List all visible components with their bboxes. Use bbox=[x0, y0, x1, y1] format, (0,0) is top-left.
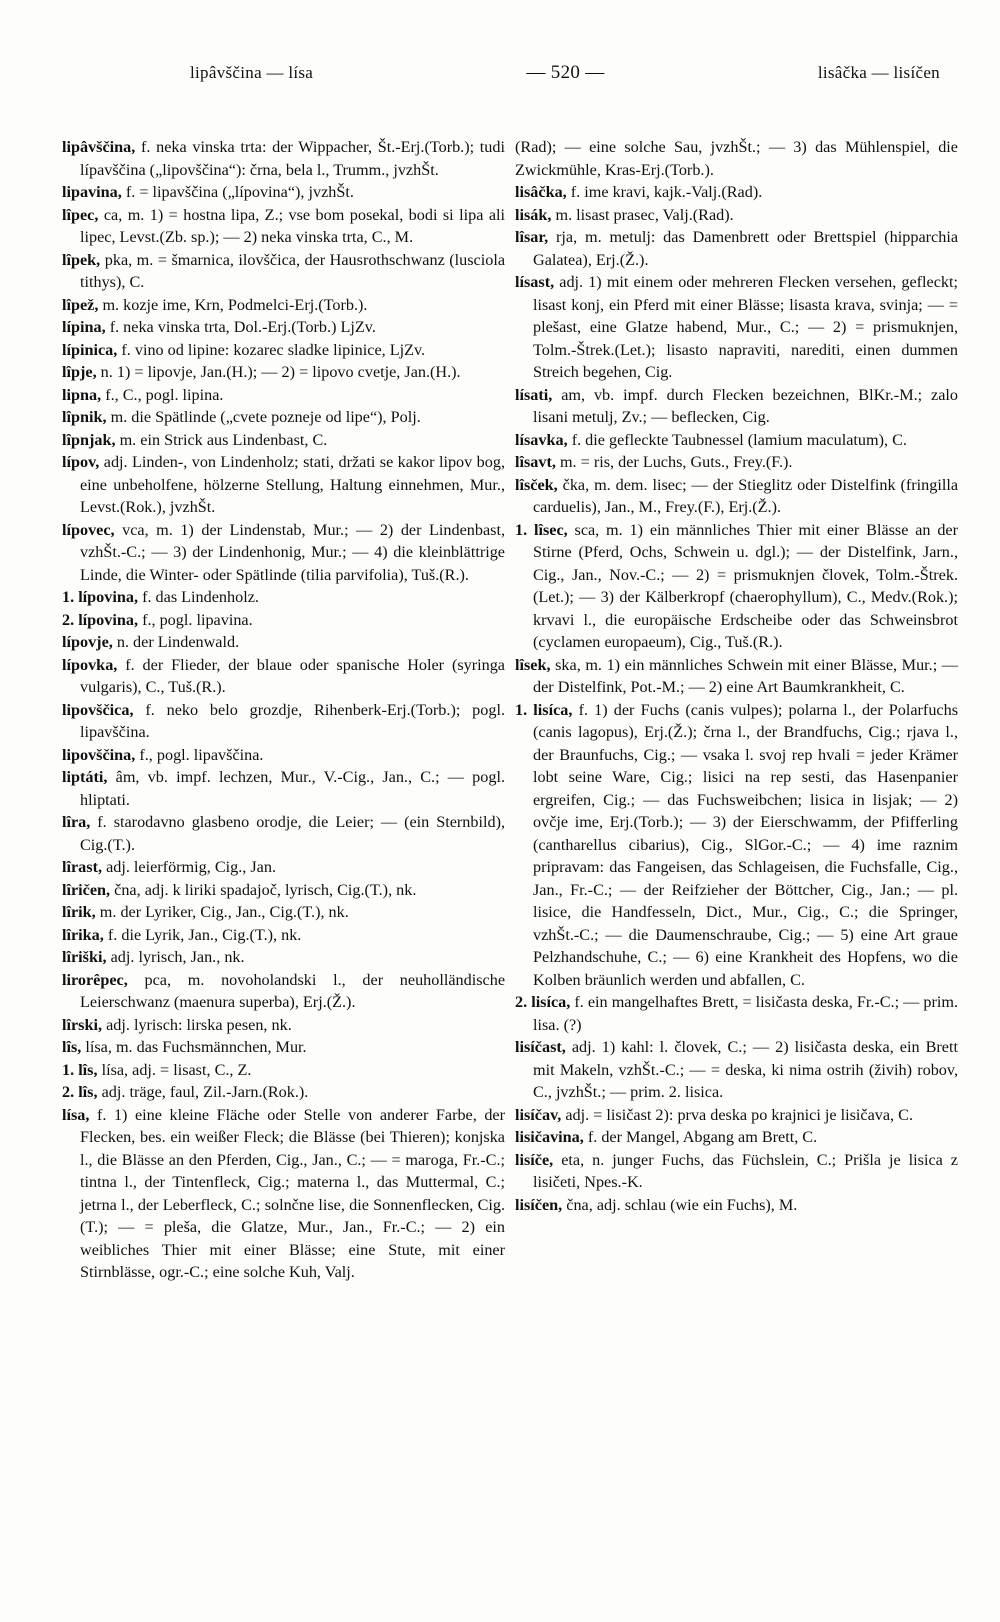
dictionary-entry bbox=[62, 901, 505, 924]
entry-headword: liptáti, bbox=[62, 768, 108, 786]
entry-headword: lipna, bbox=[62, 385, 102, 404]
entry-headword: lîsček, bbox=[515, 475, 558, 494]
dictionary-entry bbox=[515, 226, 958, 271]
dictionary-entry bbox=[515, 429, 958, 452]
entry-headword: lîpnik, bbox=[62, 408, 107, 426]
entry-definition: n. der Lindenwald. bbox=[116, 633, 240, 651]
entry-definition: f. der Flieder, der blaue oder spanische Holer (syringa vulgaris), C., Tuš.(R.). bbox=[80, 655, 505, 696]
two-column-body bbox=[62, 136, 958, 1284]
dictionary-entry bbox=[515, 1104, 958, 1127]
entry-headword: lisâčka, bbox=[515, 183, 567, 201]
entry-definition: f., pogl. lipavina. bbox=[142, 610, 253, 629]
dictionary-entry bbox=[62, 744, 505, 767]
dictionary-entry bbox=[62, 631, 505, 654]
dictionary-entry bbox=[62, 136, 505, 181]
entry-headword: lisičavina, bbox=[515, 1128, 584, 1146]
dictionary-entry bbox=[62, 429, 505, 452]
entry-headword: lipavina, bbox=[62, 183, 122, 201]
entry-headword: lísa, bbox=[62, 1105, 90, 1124]
dictionary-entry bbox=[62, 406, 505, 429]
entry-definition: âm, vb. impf. lechzen, Mur., V.-Cig., Jan., C.; — pogl. hliptati. bbox=[80, 768, 506, 809]
dictionary-entry bbox=[62, 1014, 505, 1037]
entry-definition: m. kozje ime, Krn, Podmelci-Erj.(Torb.). bbox=[102, 295, 368, 314]
continued-entry-text: (Rad); — eine solche Sau, jvzhŠt.; — 3) das Mühlenspiel, die Zwickmühle, Kras-Erj.(Torb.). bbox=[515, 138, 958, 179]
entry-headword: lisíče, bbox=[515, 1150, 554, 1169]
entry-headword: lîs, bbox=[62, 1038, 82, 1056]
dictionary-entry bbox=[62, 361, 505, 384]
entry-headword: lîsar, bbox=[515, 228, 549, 246]
entry-definition: f. neko belo grozdje, Rihenberk-Erj.(Torb.); pogl. lipavščina. bbox=[80, 700, 505, 741]
entry-definition: f. starodavno glasbeno orodje, die Leier; — (ein Sternbild), Cig.(T.). bbox=[80, 813, 506, 854]
entry-headword: lípovec, bbox=[62, 520, 115, 539]
entry-headword: lîrik, bbox=[62, 903, 96, 921]
entry-headword: lísati, bbox=[515, 385, 553, 404]
entry-definition: m. die Spätlinde („cvete pozneje od lipe“), Polj. bbox=[110, 408, 421, 426]
entry-definition: m. ein Strick aus Lindenbast, C. bbox=[119, 430, 328, 449]
entry-definition: lísa, adj. = lisast, C., Z. bbox=[101, 1060, 252, 1079]
entry-headword: 2. lîs, bbox=[62, 1083, 98, 1101]
dictionary-entry bbox=[515, 1126, 958, 1149]
entry-definition: čna, adj. schlau (wie ein Fuchs), M. bbox=[566, 1195, 798, 1214]
right-column bbox=[515, 136, 958, 1284]
entry-definition: adj. leierförmig, Cig., Jan. bbox=[106, 858, 276, 876]
dictionary-entry bbox=[515, 181, 958, 204]
entry-definition: sca, m. 1) ein männliches Thier mit einer Blässe an der Stirne (Pferd, Ochs, Schwein u. dgl.); — der Distelfink, Jarn., Cig., Jan., Nov.-C.; — 2) = prismuknjen človek, Tolm.-Štrek.(Let.); — 3) der Kälberkropf (chaerophyllum), C., Medv.(Rok.); krvavi l., die europäische Erdscheibe oder das Schweinsbrot (cyclamen europaeum), Cig., Tuš.(R.). bbox=[533, 520, 959, 651]
entry-definition: adj. 1) kahl: l. človek, C.; — 2) lisičasta deska, ein Brett mit Makeln, vzhŠt.-C.; — = deska, ki nima ostrih (živih) robov, C., jvzhŠt.; — prim. 2. lisica. bbox=[533, 1038, 958, 1101]
dictionary-entry bbox=[62, 586, 505, 609]
entry-headword: lípov, bbox=[62, 453, 100, 471]
entry-definition: f. 1) eine kleine Fläche oder Stelle von anderer Farbe, der Flecken, bes. ein weißer Fleck; die Blässe (bei Thieren); konjska l., die Blässe an den Pferden, Cig., Jan., C.; — = maroga, Fr.-C.; tintna l., der Tintenfleck, Cig.; materna l., das Muttermal, C.; jetrna l., der Leberfleck, C.; solnčne lise, die Sonnenflecken, Cig.(T.); — = pleša, die Glatze, Mur., Jan., Fr.-C.; — 2) ein weibliches Thier mit einer Blässe; eine Stute, mit einer Stirnblässe, ogr.-C.; eine solche Kuh, Valj. bbox=[80, 1105, 505, 1281]
dictionary-entry bbox=[62, 609, 505, 632]
entry-headword: lîpek, bbox=[62, 250, 101, 269]
entry-headword: lisíčast, bbox=[515, 1038, 566, 1056]
entry-definition: f. neka vinska trta, Dol.-Erj.(Torb.) LjZv. bbox=[109, 318, 376, 336]
dictionary-entry bbox=[62, 1081, 505, 1104]
dictionary-entry bbox=[62, 316, 505, 339]
entry-definition: adj. = lisičast 2): prva deska po krajnici je lisičava, C. bbox=[565, 1105, 913, 1124]
running-head bbox=[62, 62, 958, 86]
entry-definition: ca, m. 1) = hostna lipa, Z.; vse bom posekal, bodi si lipa ali lipec, Levst.(Zb. sp.); — 2) neka vinska trta, C., M. bbox=[80, 205, 505, 246]
entry-headword: lisíčen, bbox=[515, 1195, 563, 1214]
entry-headword: 1. lîsec, bbox=[515, 520, 568, 539]
dictionary-entry bbox=[515, 384, 958, 429]
entry-headword: lípinica, bbox=[62, 340, 118, 359]
entry-definition: f. das Lindenholz. bbox=[142, 588, 259, 606]
entry-headword: lîrast, bbox=[62, 858, 103, 876]
dictionary-entry bbox=[515, 699, 958, 992]
entry-headword: lisíčav, bbox=[515, 1105, 562, 1124]
entry-definition: adj. 1) mit einem oder mehreren Flecken versehen, gefleckt; lisast konj, ein Pferd mit einer Blässe; lisasta krava, svinja; — = plešast, eine Glatze habend, Mur., C.; — 2) = prismuknjen, Tolm.-Štrek.(Let.); lisasto napraviti, narediti, einen dummen Streich begehen, Cig. bbox=[533, 273, 958, 381]
entry-definition: lísa, m. das Fuchsmännchen, Mur. bbox=[85, 1038, 307, 1056]
dictionary-entry bbox=[62, 294, 505, 317]
entry-definition: adj. träge, faul, Zil.-Jarn.(Rok.). bbox=[101, 1083, 309, 1101]
entry-headword: lipâvščina, bbox=[62, 138, 136, 156]
dictionary-entry bbox=[515, 451, 958, 474]
page-number: — 520 — bbox=[526, 62, 605, 83]
entry-headword: lîrika, bbox=[62, 925, 104, 944]
header-left-guide: lipâvščina — lísa bbox=[190, 63, 314, 82]
entry-definition: adj. Linden-, von Lindenholz; stati, držati se kakor lipov bog, eine unbeholfene, hölzerne Stellung, Haltung einnehmen, Mur., Levst.(Rok.), jvzhŠt. bbox=[80, 453, 505, 516]
dictionary-entry bbox=[62, 969, 505, 1014]
entry-definition: f. die Lyrik, Jan., Cig.(T.), nk. bbox=[107, 925, 302, 944]
dictionary-entry bbox=[62, 339, 505, 362]
dictionary-entry bbox=[62, 181, 505, 204]
entry-headword: lîpje, bbox=[62, 363, 97, 381]
dictionary-entry bbox=[62, 1036, 505, 1059]
dictionary-entry bbox=[62, 811, 505, 856]
dictionary-entry bbox=[515, 1149, 958, 1194]
entry-definition: čka, m. dem. lisec; — der Stieglitz oder Distelfink (fringilla carduelis), Jan., M., Frey.(F.), Erj.(Ž.). bbox=[533, 475, 958, 516]
entry-headword: lîpež, bbox=[62, 295, 99, 314]
dictionary-entry bbox=[515, 474, 958, 519]
entry-headword: lîriški, bbox=[62, 948, 107, 966]
entry-headword: 1. lípovina, bbox=[62, 588, 139, 606]
entry-headword: lípovje, bbox=[62, 633, 113, 651]
entry-headword: lipovščica, bbox=[62, 700, 134, 719]
entry-definition: f., C., pogl. lipina. bbox=[105, 385, 224, 404]
dictionary-entry bbox=[62, 946, 505, 969]
dictionary-entry bbox=[62, 1059, 505, 1082]
entry-headword: lípina, bbox=[62, 318, 106, 336]
dictionary-entry bbox=[62, 519, 505, 587]
entry-definition: ska, m. 1) ein männliches Schwein mit einer Blässe, Mur.; — der Distelfink, Pot.-M.; — 2) eine Art Baumkrankheit, C. bbox=[533, 655, 958, 696]
entry-definition: adj. lyrisch, Jan., nk. bbox=[110, 948, 245, 966]
entry-headword: lîra, bbox=[62, 813, 91, 831]
entry-definition: adj. lyrisch: lirska pesen, nk. bbox=[106, 1015, 292, 1034]
entry-headword: lísast, bbox=[515, 273, 555, 291]
dictionary-entry bbox=[62, 766, 505, 811]
entry-definition: f. = lipavščina („lípovina“), jvzhŠt. bbox=[125, 183, 354, 201]
dictionary-entry bbox=[515, 204, 958, 227]
entry-headword: lísavka, bbox=[515, 430, 568, 449]
entry-definition: m. lisast prasec, Valj.(Rad). bbox=[555, 205, 734, 224]
entry-definition: vca, m. 1) der Lindenstab, Mur.; — 2) der Lindenbast, vzhŠt.-C.; — 3) der Lindenhonig, Mur.; — 4) die kleinblättrige Linde, die Winter- oder Spätlinde (tilia parvifolia), Tuš.(R.). bbox=[80, 520, 505, 584]
dictionary-entry bbox=[62, 204, 505, 249]
dictionary-entry bbox=[62, 654, 505, 699]
entry-headword: lîpec, bbox=[62, 205, 99, 224]
dictionary-entry bbox=[62, 1104, 505, 1284]
entry-headword: 1. lisíca, bbox=[515, 700, 573, 719]
entry-headword: lisák, bbox=[515, 205, 552, 224]
dictionary-entry bbox=[62, 451, 505, 519]
entry-headword: lîsavt, bbox=[515, 453, 556, 471]
dictionary-entry bbox=[62, 879, 505, 902]
entry-definition: f. die gefleckte Taubnessel (lamium maculatum), C. bbox=[571, 430, 907, 449]
entry-headword: lîpnjak, bbox=[62, 430, 116, 449]
dictionary-entry bbox=[515, 1194, 958, 1217]
entry-definition: f. neka vinska trta: der Wippacher, Št.-Erj.(Torb.); tudi lípavščina („lipovščina“): črna, bela l., Trumm., jvzhŠt. bbox=[80, 138, 505, 179]
entry-definition: f. vino od lipine: kozarec sladke lipinice, LjZv. bbox=[121, 340, 426, 359]
entry-headword: lípovka, bbox=[62, 655, 118, 674]
entry-definition: eta, n. junger Fuchs, das Füchslein, C.; Prišla je lisica z lisičeti, Npes.-K. bbox=[533, 1150, 958, 1191]
dictionary-entry bbox=[62, 856, 505, 879]
dictionary-entry bbox=[515, 1036, 958, 1104]
entry-definition: čna, adj. k liriki spadajoč, lyrisch, Cig.(T.), nk. bbox=[114, 880, 417, 899]
dictionary-entry bbox=[515, 519, 958, 654]
dictionary-entry bbox=[62, 249, 505, 294]
entry-definition: pka, m. = šmarnica, ilovščica, der Hausrothschwanz (lusciola tithys), C. bbox=[80, 250, 506, 291]
dictionary-entry bbox=[515, 991, 958, 1036]
entry-headword: lîrski, bbox=[62, 1015, 103, 1034]
entry-definition: f. ime kravi, kajk.-Valj.(Rad). bbox=[570, 183, 763, 201]
entry-headword: 1. lîs, bbox=[62, 1060, 98, 1079]
entry-definition: m. = ris, der Luchs, Guts., Frey.(F.). bbox=[559, 453, 793, 471]
dictionary-entry bbox=[62, 924, 505, 947]
entry-headword: 2. lisíca, bbox=[515, 993, 571, 1011]
entry-definition: rja, m. metulj: das Damenbrett oder Brettspiel (hipparchia Galatea), Erj.(Ž.). bbox=[533, 228, 958, 269]
entry-headword: lîričen, bbox=[62, 880, 111, 899]
entry-headword: 2. lípovina, bbox=[62, 610, 139, 629]
entry-definition: f. 1) der Fuchs (canis vulpes); polarna l., der Polarfuchs (canis lagopus), Erj.(Ž.); črna l., der Brandfuchs, Cig.; rjava l., der Braunfuchs, Cig.; — vsaka l. svoj rep hvali = jeder Krämer lobt seine Ware, Cig.; lisici na rep sesti, das Hasenpanier ergreifen, Cig.; — das Fuchsweibchen; lisica in lisjak; — 2) ovčje ime, Erj.(Torb.); — 3) der Eierschwamm, der Pfifferling (cantharellus cibarius), Cig., SlGor.-C.; — 4) ime raznim pripravam: das Fangeisen, das Schlageisen, die Fuchsfalle, Cig., Jan., Fr.-C.; — der Reifzieher der Böttcher, Cig., Jan.; — pl. lisice, die Handfesseln, Dict., Mur., Cig., C.; die Springer, vzhŠt.-C.; — die Daumenschraube, Cig.; — 5) eine Art graue Pelzhandschuhe, C.; — 6) eine Krankheit des Hopfens, wo die Kolben bräunlich werden und abfallen, C. bbox=[533, 700, 958, 989]
header-right-guide: lisâčka — lisíčen bbox=[817, 63, 940, 82]
dictionary-entry bbox=[515, 271, 958, 384]
entry-definition: n. 1) = lipovje, Jan.(H.); — 2) = lipovo cvetje, Jan.(H.). bbox=[100, 363, 461, 381]
entry-definition: am, vb. impf. durch Flecken bezeichnen, BlKr.-M.; zalo lisani metulj, Zv.; — beflecken, Cig. bbox=[533, 385, 959, 426]
dictionary-entry bbox=[62, 384, 505, 407]
entry-definition: m. der Lyriker, Cig., Jan., Cig.(T.), nk. bbox=[99, 903, 349, 921]
entry-definition: f. ein mangelhaftes Brett, = lisičasta deska, Fr.-C.; — prim. lisa. (?) bbox=[533, 993, 959, 1034]
entry-definition: f., pogl. lipavščina. bbox=[139, 745, 264, 764]
dictionary-entry bbox=[62, 699, 505, 744]
entry-definition: pca, m. novoholandski l., der neuholländische Leierschwanz (maenura superba), Erj.(Ž.). bbox=[80, 970, 505, 1011]
entry-headword: lipovščina, bbox=[62, 745, 136, 764]
left-column bbox=[62, 136, 505, 1284]
entry-headword: lirorêpec, bbox=[62, 970, 128, 989]
entry-headword: lîsek, bbox=[515, 655, 551, 674]
dictionary-entry bbox=[515, 654, 958, 699]
entry-definition: f. der Mangel, Abgang am Brett, C. bbox=[587, 1128, 818, 1146]
